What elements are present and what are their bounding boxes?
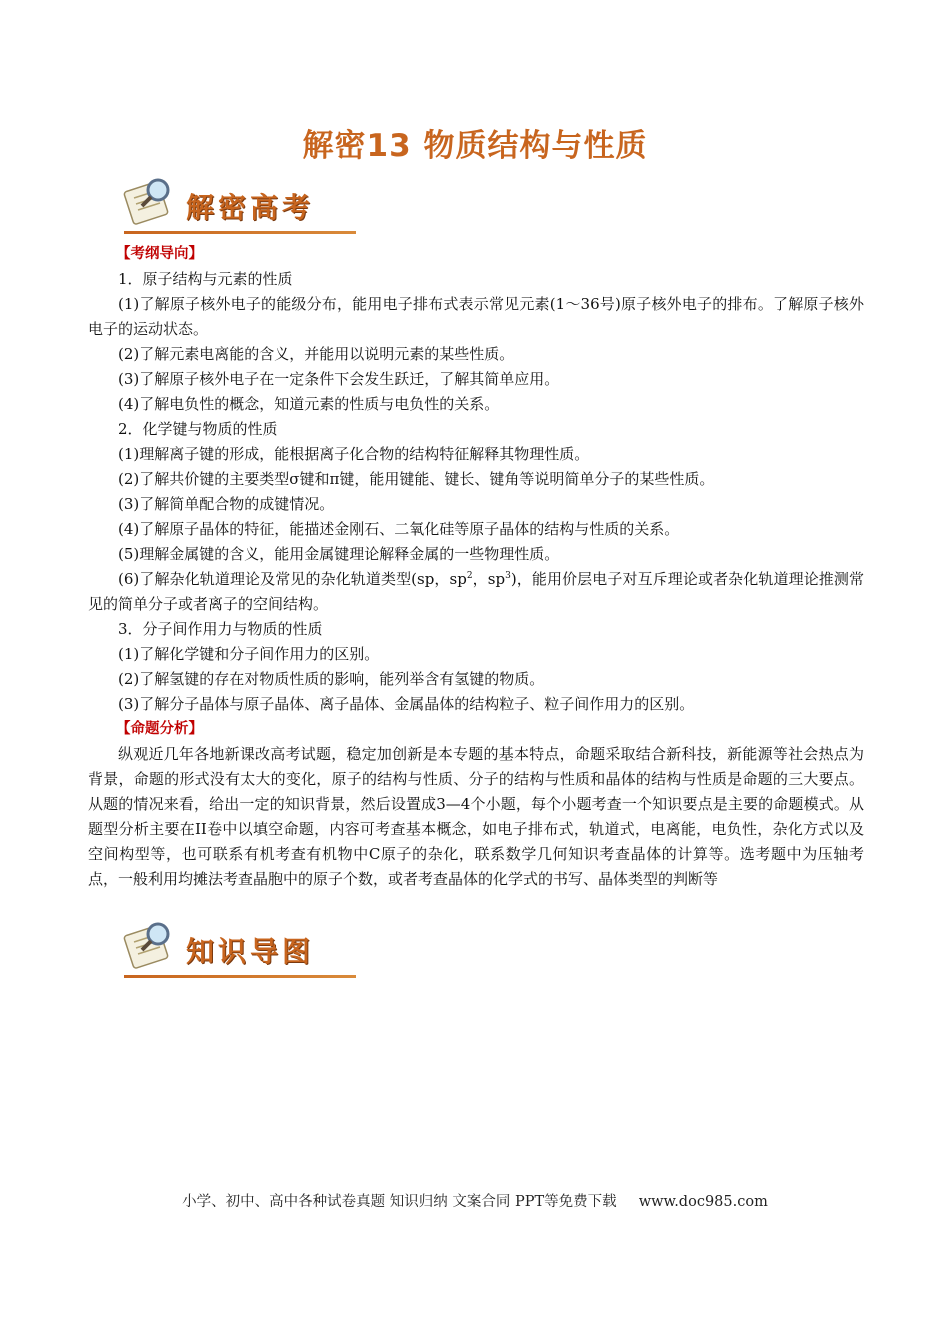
text-line: (3)了解分子晶体与原子晶体、离子晶体、金属晶体的结构粒子、粒子间作用力的区别。 (118, 695, 695, 713)
magnifier-notebook-icon (118, 918, 182, 976)
banner-exam-label: 解密高考 (186, 191, 315, 224)
banner-knowledge-map (118, 918, 356, 980)
banner-knowledge-map-label: 知识导图 (186, 935, 315, 968)
superscript: 2 (466, 571, 473, 581)
superscript: 3 (505, 571, 511, 581)
text-line: (4)了解电负性的概念，知道元素的性质与电负性的关系。 (118, 395, 500, 413)
section-heading-analysis: 【命题分析】 (116, 721, 203, 737)
banner-underline (124, 975, 356, 978)
footer-text: 小学、初中、高中各种试卷真题 知识归纳 文案合同 PPT等免费下载 (182, 1194, 617, 1210)
text-line: (1)理解离子键的形成，能根据离子化合物的结构特征解释其物理性质。 (118, 445, 590, 463)
text-line: (1)了解化学键和分子间作用力的区别。 (118, 645, 380, 663)
banner-exam (118, 174, 356, 236)
text-line: (4)了解原子晶体的特征，能描述金刚石、二氧化硅等原子晶体的结构与性质的关系。 (118, 520, 680, 538)
text-fragment: (6)了解杂化轨道理论及常见的杂化轨道类型(sp，sp (118, 570, 467, 588)
footer-url[interactable]: www.doc985.com (638, 1194, 768, 1210)
text-line: 1．原子结构与元素的性质 (118, 270, 293, 288)
text-line: (2)了解元素电离能的含义，并能用以说明元素的某些性质。 (118, 345, 515, 363)
banner-underline (124, 231, 356, 234)
text-line: (5)理解金属键的含义，能用金属键理论解释金属的一些物理性质。 (118, 545, 560, 563)
text-fragment: ，sp (472, 570, 506, 588)
text-line: 2．化学键与物质的性质 (118, 420, 278, 438)
page-title: 解密13 物质结构与性质 (302, 128, 648, 164)
document-body (88, 242, 864, 892)
page-footer (0, 1190, 950, 1211)
analysis-paragraph: 纵观近几年各地新课改高考试题，稳定加创新是本专题的基本特点，命题采取结合新科技，新能源等社会热点为背景，命题的形式没有太大的变化，原子的结构与性质、分子的结构与性质和晶体的结构与性质是命题的三大要点。从题的情况来看，给出一定的知识背景，然后设置成3—4个小题，每个小题考查一个知识要点是主要的命题模式。从题型分析主要在II卷中以填空命题，内容可考查基本概念，如电子排布式，轨道式，电离能，电负性，杂化方式以及空间构型等，也可联系有机考查有机物中C原子的杂化，联系数学几何知识考查晶体的计算等。选考题中为压轴考点，一般利用均摊法考查晶胞中的原子个数，或者考查晶体的化学式的书写、晶体类型的判断等 (88, 745, 864, 888)
magnifier-notebook-icon (118, 174, 182, 232)
text-line: (3)了解原子核外电子在一定条件下会发生跃迁，了解其简单应用。 (118, 370, 560, 388)
text-fragment: )，能用价层电子对互斥理论或者杂化轨道理论推测常见的简单分子或者离子的空间结构。 (88, 570, 864, 613)
text-line-hybridization (88, 567, 864, 617)
text-line: (2)了解氢键的存在对物质性质的影响，能列举含有氢键的物质。 (118, 670, 545, 688)
section-heading-outline: 【考纲导向】 (116, 246, 203, 262)
text-line: (2)了解共价键的主要类型σ键和π键，能用键能、键长、键角等说明简单分子的某些性质。 (118, 470, 715, 488)
text-line: (1)了解原子核外电子的能级分布，能用电子排布式表示常见元素(1～36号)原子核外电子的排布。了解原子核外电子的运动状态。 (88, 295, 864, 338)
text-line: 3．分子间作用力与物质的性质 (118, 620, 323, 638)
text-line: (3)了解简单配合物的成键情况。 (118, 495, 335, 513)
